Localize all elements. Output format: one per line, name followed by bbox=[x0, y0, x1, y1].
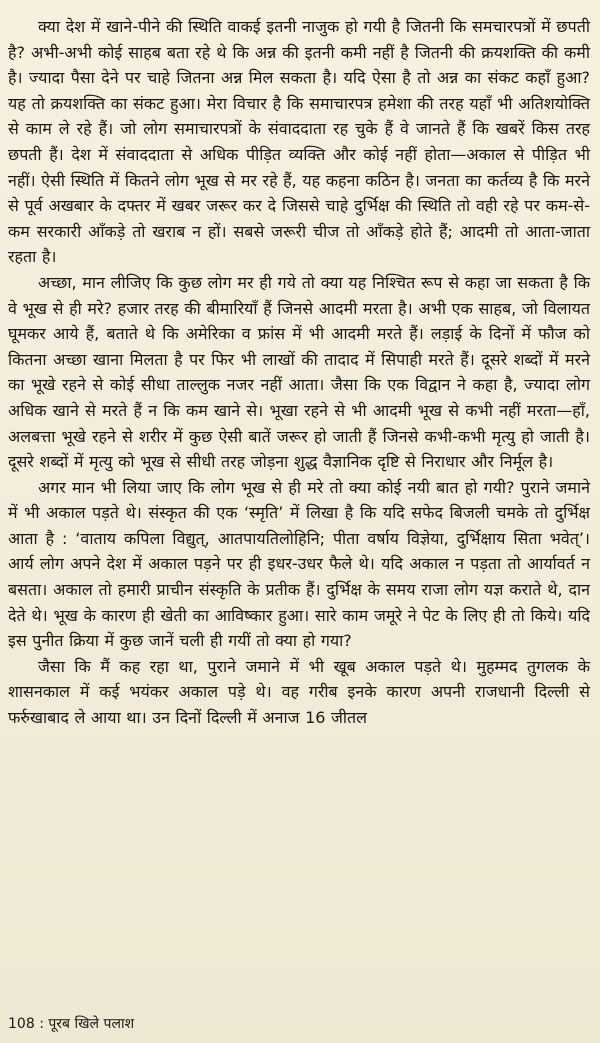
paragraph-3: अगर मान भी लिया जाए कि लोग भूख से ही मरे तो क्या कोई नयी बात हो गयी? पुराने जमाने में भी अकाल पड़ते थे। संस्कृत की एक ‘स्मृति’ में लिखा है कि यदि सफेद बिजली चमके तो दुर्भिक्ष आता है : ‘वाताय कपिला विद्युत्, आतपायतिलोहिनि; पीता वर्षाय विज्ञेया, दुर्भिक्षाय सिता भवेत्’। आर्य लोग अपने देश में अकाल पड़ने पर ही इधर-उधर फैले थे। यदि अकाल न पड़ता तो आर्यावर्त न बसता। अकाल तो हमारी प्राचीन संस्कृति के प्रतीक हैं। दुर्भिक्ष के समय राजा लोग यज्ञ कराते थे, दान देते थे। भूख के कारण ही खेती का आविष्कार हुआ। सारे काम जमूरे ने पेट के लिए ही तो किये। यदि इस पुनीत क्रिया में कुछ जानें चली ही गयीं तो क्या हो गया? bbox=[8, 477, 590, 651]
footer-separator: : bbox=[39, 1016, 44, 1032]
paragraph-4: जैसा कि मैं कह रहा था, पुराने जमाने में भी खूब अकाल पड़ते थे। मुहम्मद तुगलक के शासनकाल में कई भयंकर अकाल पड़े थे। वह गरीब इनके कारण अपनी राजधानी दिल्ली से फर्रुखाबाद ले आया था। उन दिनों दिल्ली में अनाज 16 जीतल bbox=[8, 656, 590, 728]
page-number: 108 bbox=[8, 1016, 35, 1032]
paragraph-2: अच्छा, मान लीजिए कि कुछ लोग मर ही गये तो क्या यह निश्चित रूप से कहा जा सकता है कि वे भूख से ही मरे? हजार तरह की बीमारियाँ हैं जिनसे आदमी मरता है। अभी एक साहब, जो विलायत घूमकर आये हैं, बताते थे कि अमेरिका व फ्रांस में भी आदमी मरते हैं। लड़ाई के दिनों में फौज को कितना अच्छा खाना मिलता है पर फिर भी लाखों की तादाद में सिपाही मरते हैं। दूसरे शब्दों में मरने का भूखे रहने से कोई सीधा ताल्लुक नजर नहीं आता। जैसा कि एक विद्वान ने कहा है, ज्यादा लोग अधिक खाने से मरते हैं न कि कम खाने से। भूखा रहने से भी आदमी भूख से कभी नहीं मरता—हाँ, अलबत्ता भूखे रहने से शरीर में कुछ ऐसी बातें जरूर हो जाती हैं जिनसे कभी-कभी मृत्यु हो जाती है। दूसरे शब्दों में मृत्यु को भूख से सीधी तरह जोड़ना शुद्ध वैज्ञानिक दृष्टि से निराधार और निर्मूल है। bbox=[8, 272, 590, 472]
paragraph-1: क्या देश में खाने-पीने की स्थिति वाकई इतनी नाजुक हो गयी है जितनी कि समचारपत्रों में छपती है? अभी-अभी कोई साहब बता रहे थे कि अन्न की इतनी कमी नहीं है जितनी की क्रयशक्ति की कमी है। ज्यादा पैसा देने पर चाहे जितना अन्न मिल सकता है। यदि ऐसा है तो अन्न का संकट कहाँ हुआ? यह तो क्रयशक्ति का संकट हुआ। मेरा विचार है कि समाचारपत्र हमेशा की तरह यहाँ भी अतिशयोक्ति से काम ले रहे हैं। जो लोग समाचारपत्रों के संवाददाता रह चुके हैं वे जानते हैं कि खबरें किस तरह छपती हैं। देश में संवाददाता से अधिक पीड़ित व्यक्ति और कोई नहीं होता—अकाल से पीड़ित भी नहीं। ऐसी स्थिति में कितने लोग भूख से मर रहे हैं, यह कहना कठिन है। जनता का कर्तव्य है कि मरने से पूर्व अखबार के दफ्तर में खबर जरूर कर दे जिससे चाहे दुर्भिक्ष की स्थिति तो वही रहे पर कम-से-कम सरकारी आँकड़े तो खराब न हों। सबसे जरूरी चीज तो आँकड़े होते हैं; आदमी तो आता-जाता रहता है। bbox=[8, 17, 590, 267]
book-title: पूरब खिले पलाश bbox=[48, 1016, 135, 1032]
page-footer bbox=[8, 1015, 134, 1033]
